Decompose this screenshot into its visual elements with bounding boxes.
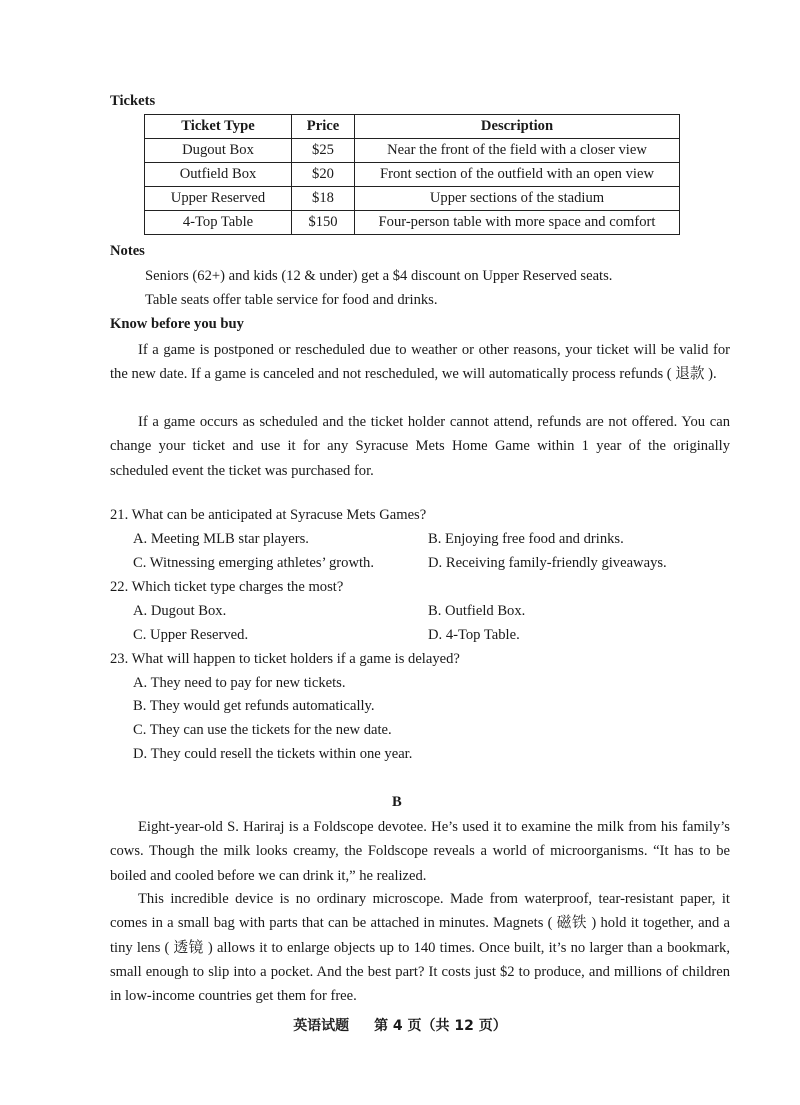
header-price: Price [292,115,355,139]
note-item: Seniors (62+) and kids (12 & under) get a $4 discount on Upper Reserved seats. [145,268,613,284]
price-cell: $18 [292,187,355,211]
table-row [145,139,680,163]
question-option: C. Upper Reserved. [133,627,249,643]
table-row [145,163,680,187]
know-before-paragraph: If a game occurs as scheduled and the ticket holder cannot attend, refunds are not offered. You can change your ticket and use it for any Syracuse Mets Home Game within 1 year of the originally scheduled event the ticket was purchased for. [110,414,730,479]
ticket-table [144,114,680,235]
question-option: D. They could resell the tickets within one year. [133,746,413,762]
passage-letter: B [392,794,402,810]
question-stem: 22. Which ticket type charges the most? [110,579,344,595]
footer-subject: 英语试题 [293,1018,350,1034]
description-cell: Near the front of the field with a closer view [355,139,680,163]
description-cell: Upper sections of the stadium [355,187,680,211]
ticket-type-cell: Upper Reserved [145,187,292,211]
question-option: A. Dugout Box. [133,603,227,619]
description-cell: Front section of the outfield with an open view [355,163,680,187]
question-option: A. Meeting MLB star players. [133,531,309,547]
question-option: B. Outfield Box. [428,603,526,619]
passage-paragraph: This incredible device is no ordinary microscope. Made from waterproof, tear-resistant paper, it comes in a small bag with parts that can be attached in minutes. Magnets ( 磁铁 ) hold it together, and a tiny lens ( 透镜 ) allows it to enlarge objects up to 140 times. Once built, it’s no larger than a bookmark, small enough to slip into a pocket. And the best part? It costs just $2 to produce, and millions of children in low-income countries get them for free. [110,891,730,1005]
header-ticket-type: Ticket Type [145,115,292,139]
passage-paragraph: Eight-year-old S. Hariraj is a Foldscope devotee. He’s used it to examine the milk from his family’s cows. Though the milk looks creamy, the Foldscope reveals a world of microorganisms. “It has to be boiled and cooled before we can drink it,” he realized. [110,819,730,884]
know-before-paragraph: If a game is postponed or rescheduled due to weather or other reasons, your ticket will be valid for the new date. If a game is canceled and not rescheduled, we will automatically process refunds ( 退款 ). [110,342,730,383]
question-option: C. They can use the tickets for the new date. [133,722,392,738]
question-stem: 23. What will happen to ticket holders if a game is delayed? [110,651,460,667]
note-item: Table seats offer table service for food and drinks. [145,292,438,308]
know-before-heading: Know before you buy [110,316,244,332]
question-option: D. Receiving family-friendly giveaways. [428,555,667,571]
header-description: Description [355,115,680,139]
question-stem: 21. What can be anticipated at Syracuse Mets Games? [110,507,427,523]
price-cell: $20 [292,163,355,187]
question-option: B. Enjoying free food and drinks. [428,531,624,547]
table-header-row [145,115,680,139]
question-option: C. Witnessing emerging athletes’ growth. [133,555,374,571]
description-cell: Four-person table with more space and comfort [355,211,680,235]
ticket-type-cell: Outfield Box [145,163,292,187]
question-option: D. 4-Top Table. [428,627,520,643]
footer-page-number: 第 4 页（共 12 页） [374,1018,507,1034]
price-cell: $150 [292,211,355,235]
question-option: B. They would get refunds automatically. [133,698,375,714]
question-option: A. They need to pay for new tickets. [133,675,346,691]
notes-heading: Notes [110,243,145,259]
ticket-type-cell: Dugout Box [145,139,292,163]
price-cell: $25 [292,139,355,163]
tickets-heading: Tickets [110,93,156,109]
table-row [145,187,680,211]
table-row [145,211,680,235]
page-footer [0,1015,800,1035]
ticket-type-cell: 4-Top Table [145,211,292,235]
